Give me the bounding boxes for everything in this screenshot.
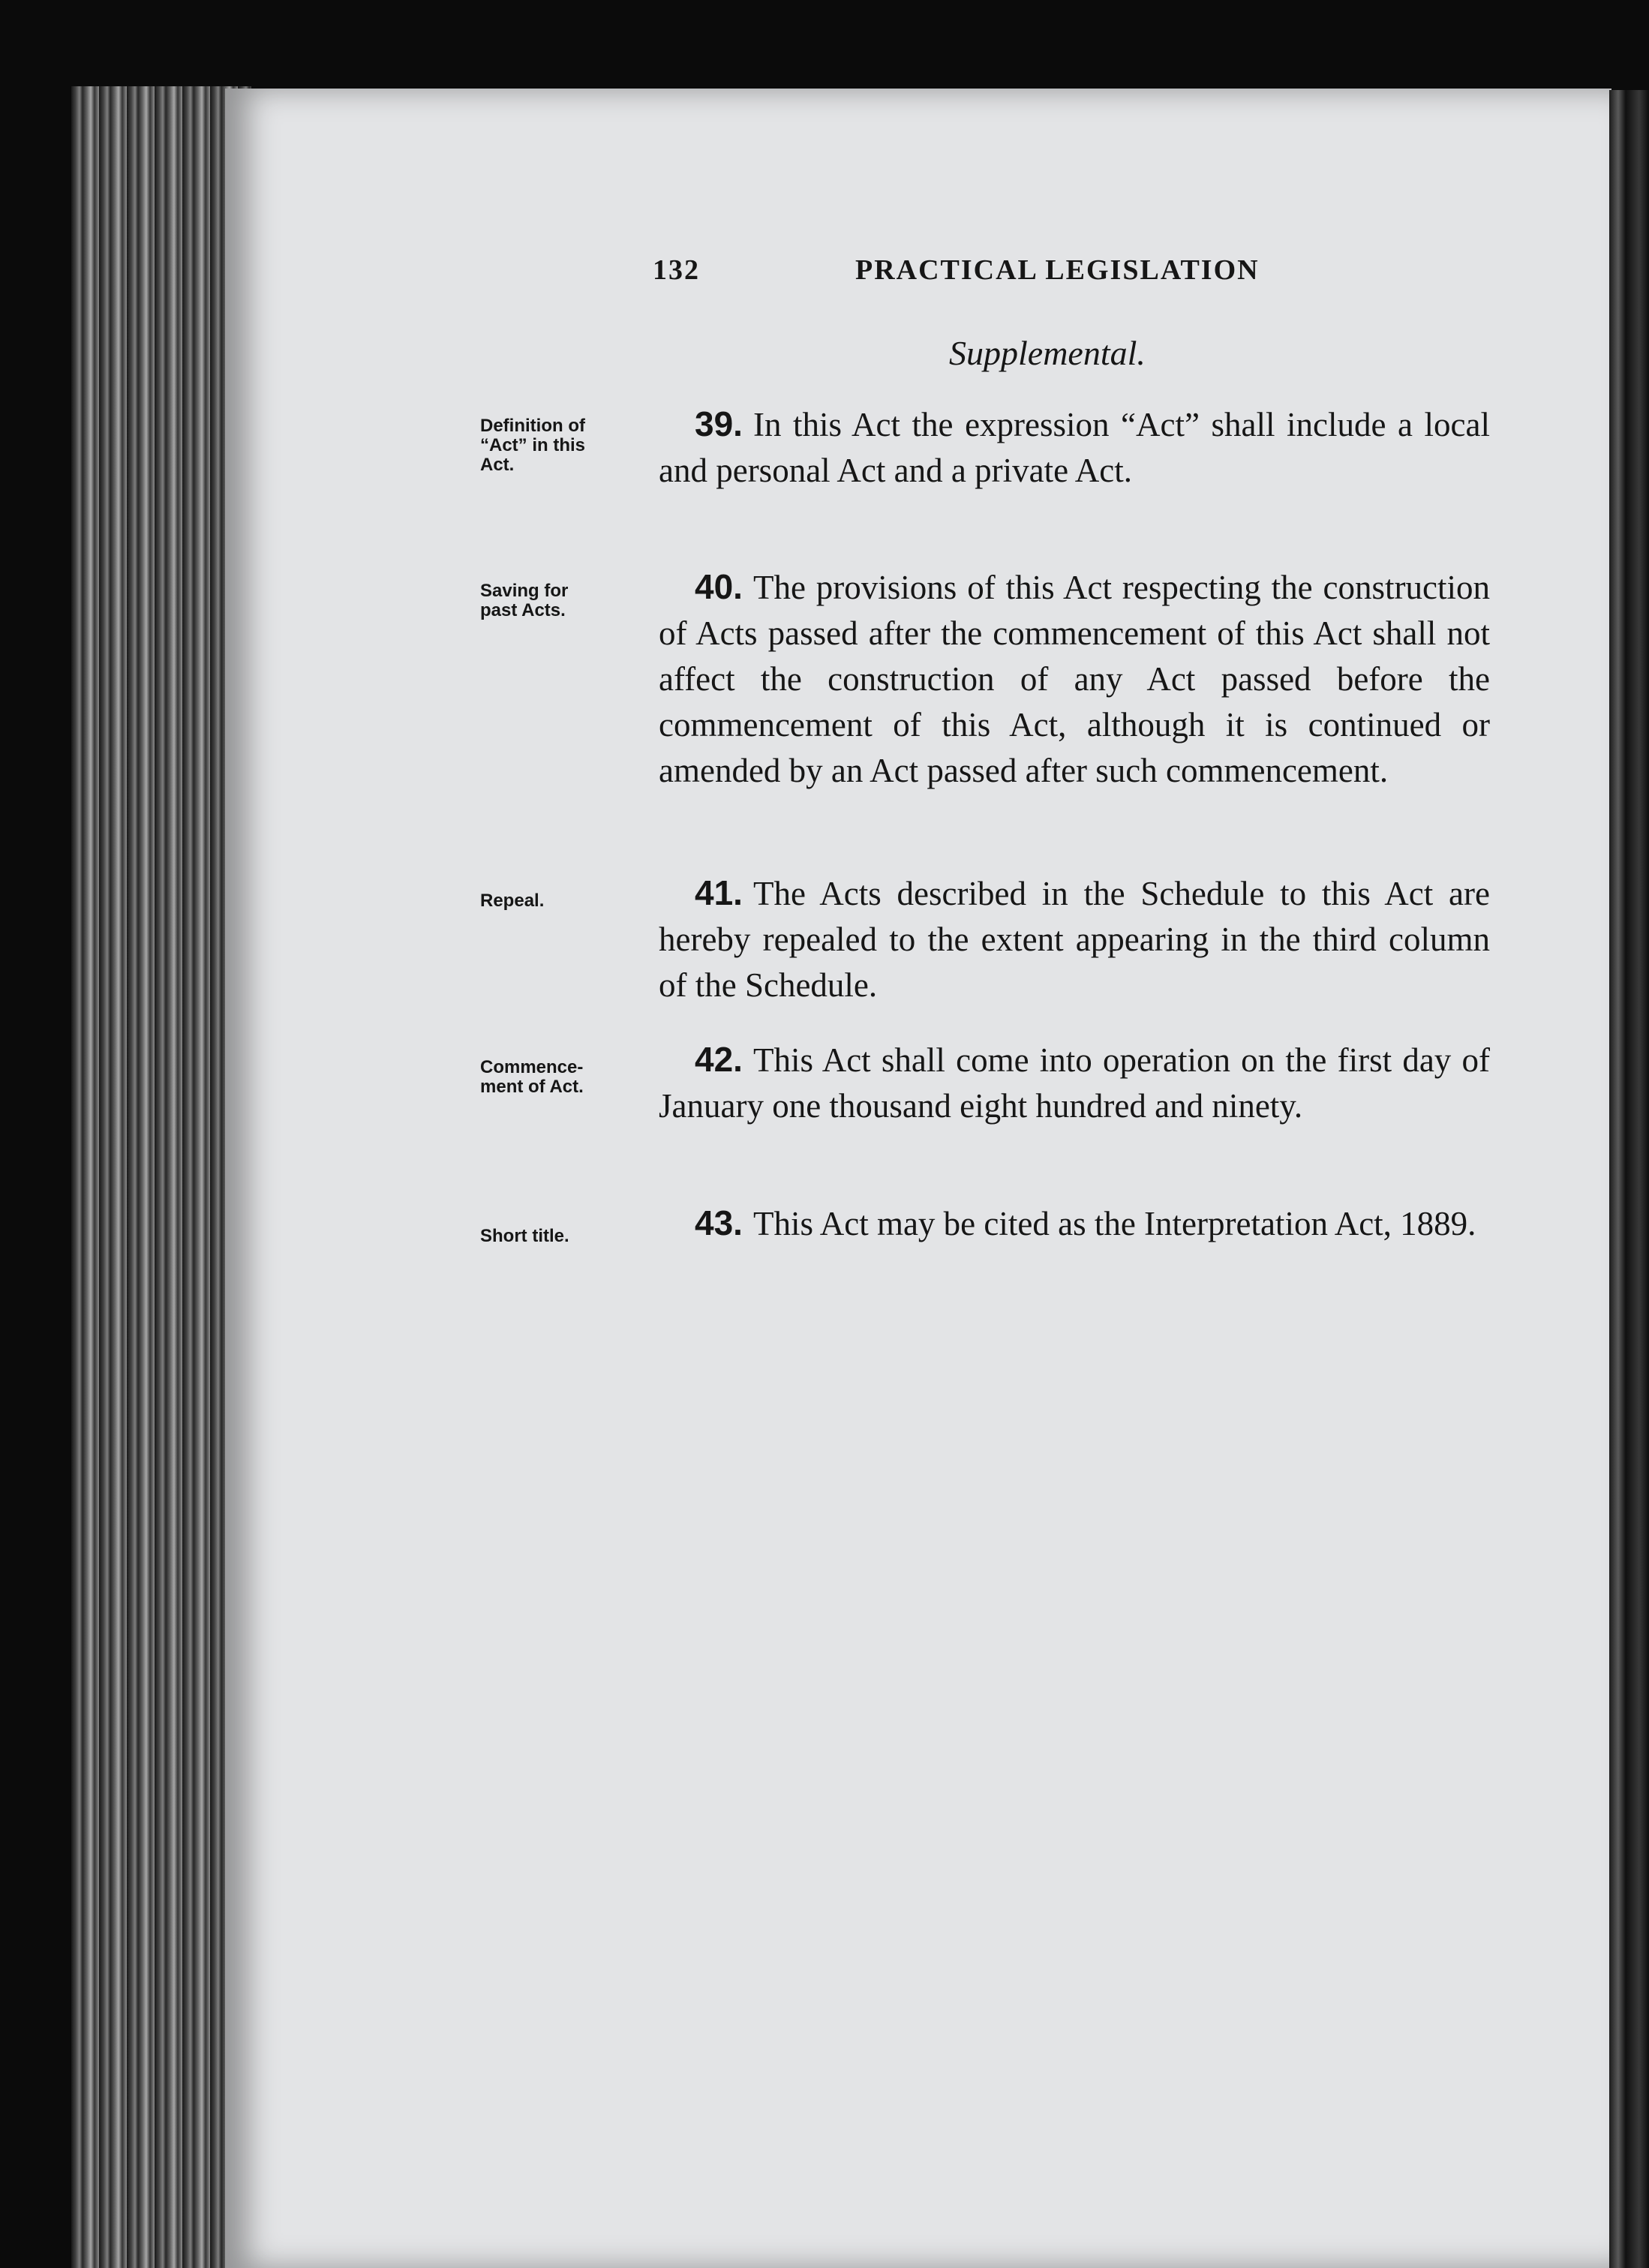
- book-right-edge: [1609, 90, 1649, 2268]
- clause-text: This Act may be cited as the Interpretation Act, 1889.: [752, 1205, 1476, 1242]
- clause: [659, 1037, 1490, 1129]
- side-note: Definition of “Act” in this Act.: [480, 416, 586, 475]
- side-note: Commence- ment of Act.: [480, 1057, 584, 1097]
- side-note: Repeal.: [480, 891, 545, 911]
- clause: [659, 401, 1490, 494]
- clause: [659, 564, 1490, 794]
- clause-text: The Acts described in the Schedule to this Act are hereby repealed to the extent appearing in the third column of the Schedule.: [659, 875, 1490, 1004]
- clause-number: 42.: [695, 1040, 743, 1079]
- clause-number: 43.: [695, 1203, 743, 1242]
- clause-text: The provisions of this Act respecting the construction of Acts passed after the commencement of this Act shall not affect the construction of any Act passed before the commencement of this Act, although it is continued or amended by an Act passed after such commencement.: [659, 569, 1490, 789]
- page-number: 132: [653, 254, 700, 286]
- section-heading: Supplemental.: [949, 334, 1146, 372]
- clause-number: 40.: [695, 567, 743, 606]
- clause-number: 41.: [695, 873, 743, 912]
- clause-number: 39.: [695, 404, 743, 443]
- book-edge: [71, 86, 251, 2268]
- running-head-title: PRACTICAL LEGISLATION: [855, 254, 1260, 286]
- clause-text: In this Act the expression “Act” shall include a local and personal Act and a private Act.: [659, 406, 1490, 489]
- clause-text: This Act shall come into operation on the first day of January one thousand eight hundred and ninety.: [659, 1041, 1490, 1125]
- side-note: Saving for past Acts.: [480, 581, 569, 620]
- running-head: [653, 254, 1298, 291]
- side-note: Short title.: [480, 1226, 569, 1246]
- clause: [659, 1200, 1490, 1247]
- clause: [659, 870, 1490, 1008]
